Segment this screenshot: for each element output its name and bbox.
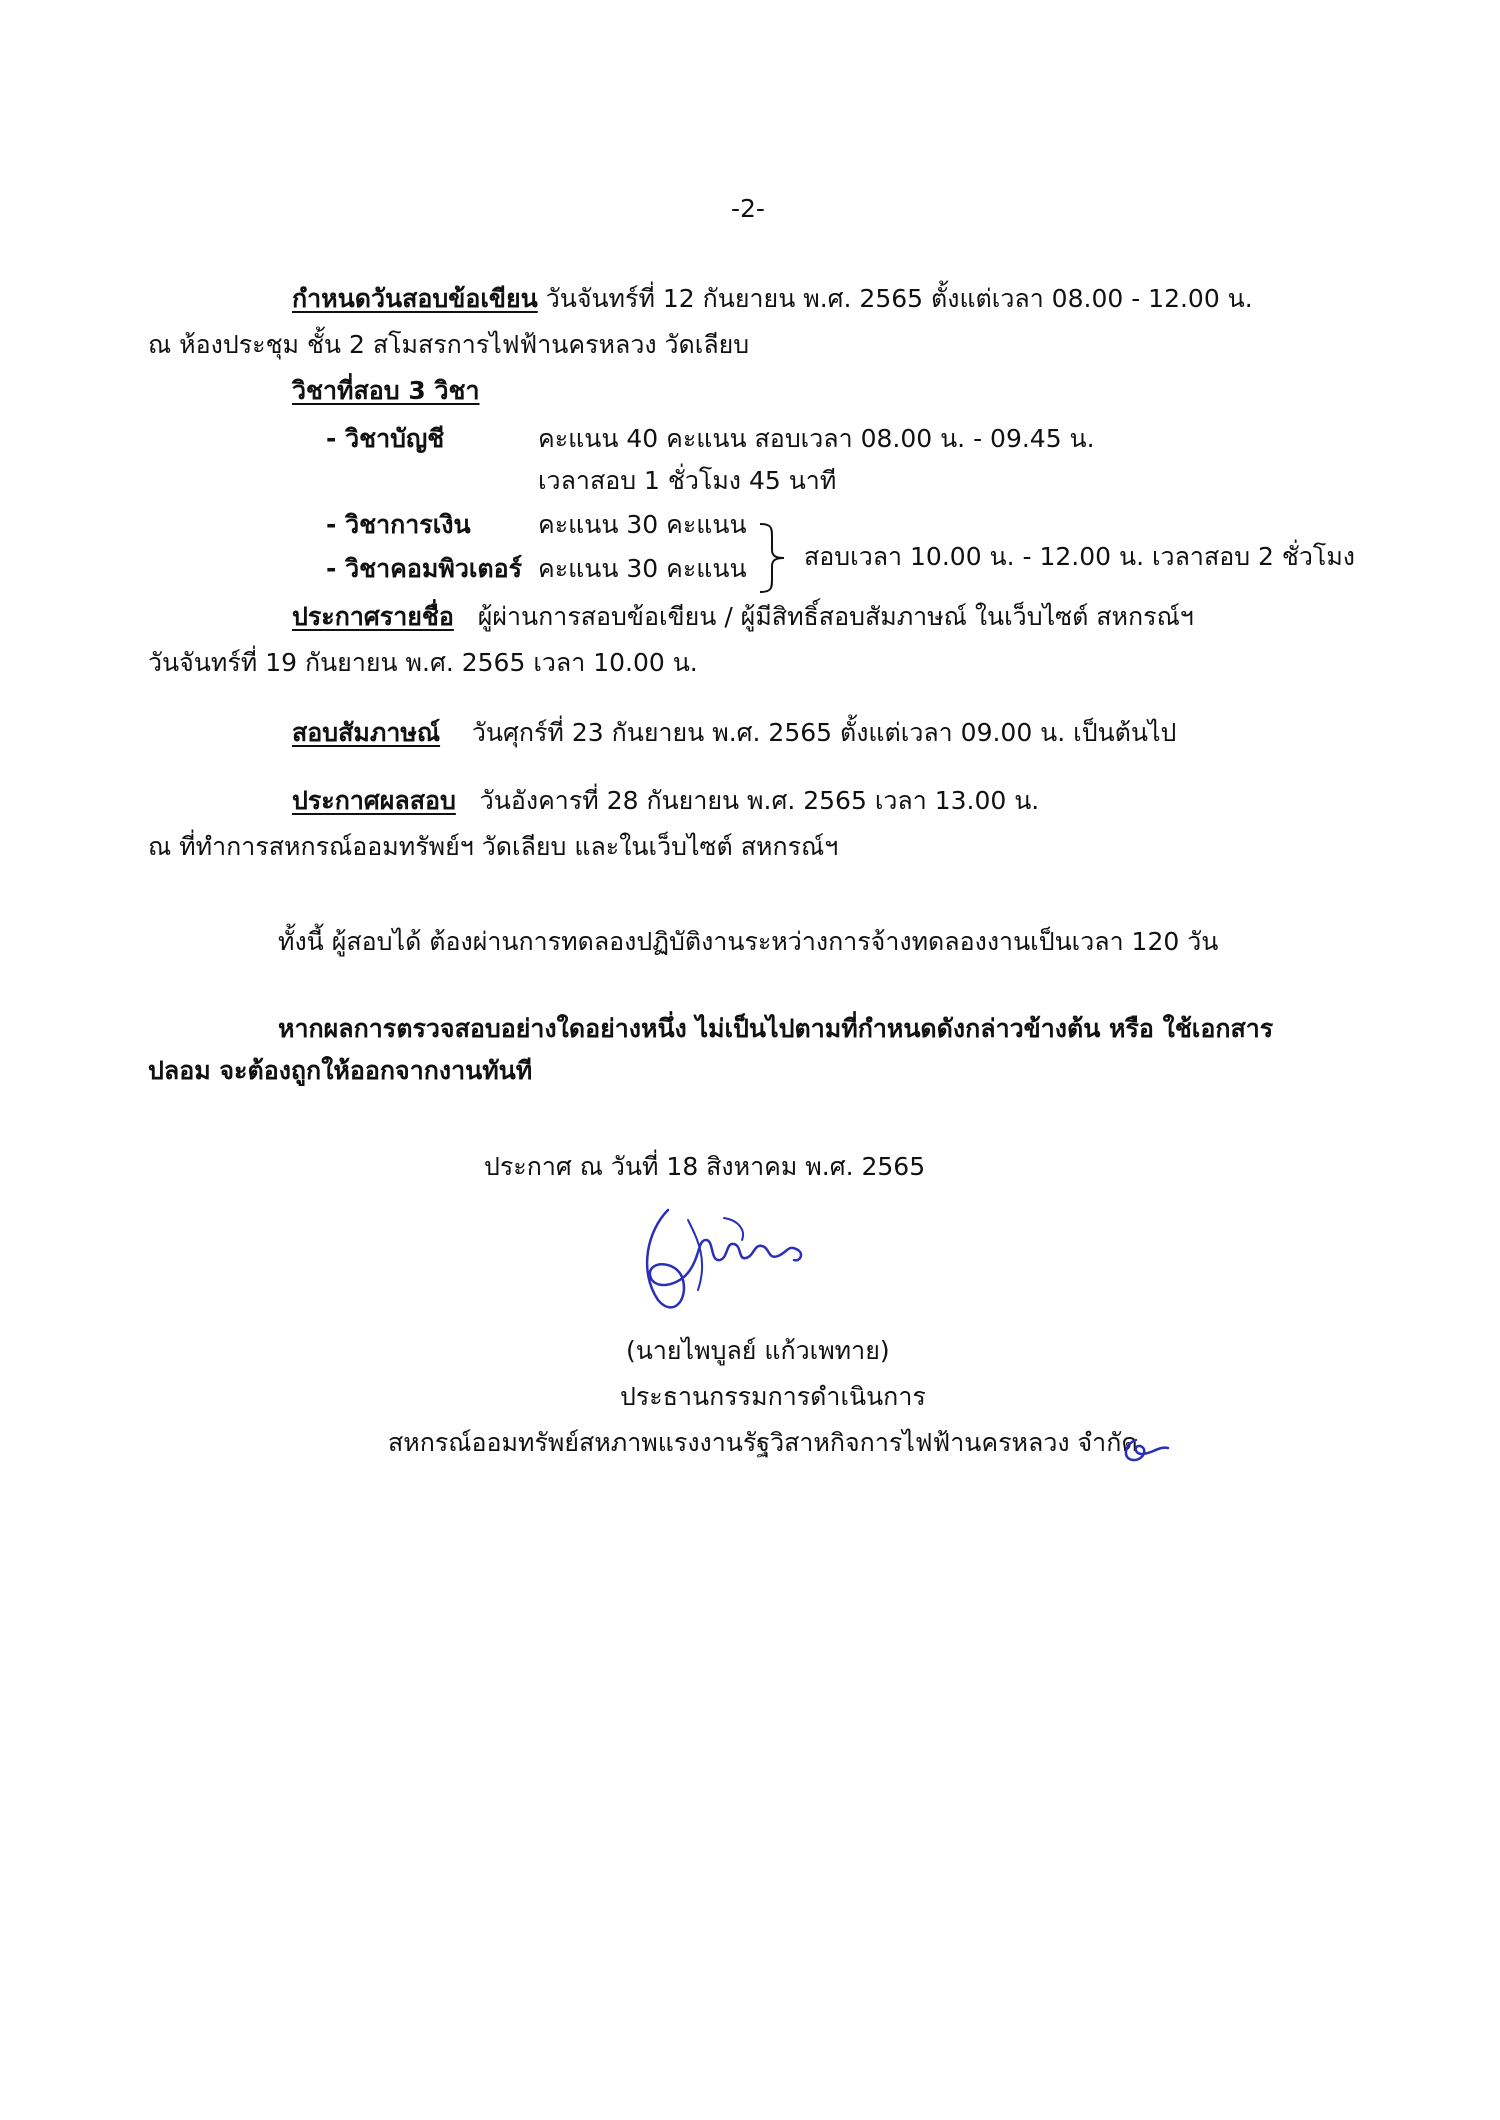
announce-names-text: ผู้ผ่านการสอบข้อเขียน / ผู้มีสิทธิ์สอบสัมภาษณ์ ในเว็บไซต์ สหกรณ์ฯ — [477, 602, 1194, 631]
results-location: ณ ที่ทำการสหกรณ์ออมทรัพย์ฯ วัดเลียบ และในเว็บไซต์ สหกรณ์ฯ — [148, 832, 839, 861]
announce-date: ประกาศ ณ วันที่ 18 สิงหาคม พ.ศ. 2565 — [484, 1152, 926, 1181]
signatory-organization: สหกรณ์ออมทรัพย์สหภาพแรงงานรัฐวิสาหกิจการไฟฟ้านครหลวง จำกัด — [388, 1428, 1138, 1457]
warning-line-2: ปลอม จะต้องถูกให้ออกจากงานทันที — [148, 1056, 533, 1085]
curly-brace-icon — [754, 520, 790, 596]
subject-computer-score: คะแนน 30 คะแนน — [538, 554, 747, 583]
results-text: วันอังคารที่ 28 กันยายน พ.ศ. 2565 เวลา 13.00 น. — [479, 786, 1040, 815]
announce-names-line — [292, 600, 1194, 634]
subject-finance-score: คะแนน 30 คะแนน — [538, 510, 747, 539]
initials-mark — [1118, 1430, 1174, 1470]
results-line — [292, 784, 1039, 818]
interview-line — [292, 716, 1176, 750]
subjects-shared-time: สอบเวลา 10.00 น. - 12.00 น. เวลาสอบ 2 ชั่วโมง — [804, 542, 1356, 571]
subjects-heading: วิชาที่สอบ 3 วิชา — [292, 376, 480, 405]
page-number: -2- — [731, 194, 765, 223]
written-exam-location: ณ ห้องประชุม ชั้น 2 สโมสรการไฟฟ้านครหลวง วัดเลียบ — [148, 330, 750, 359]
handwritten-signature — [628, 1200, 818, 1320]
written-exam-date-time: วันจันทร์ที่ 12 กันยายน พ.ศ. 2565 ตั้งแต่เวลา 08.00 - 12.00 น. — [545, 284, 1253, 313]
announce-names-heading: ประกาศรายชื่อ — [292, 602, 454, 631]
written-exam-line — [292, 282, 1253, 316]
subject-accounting-duration: เวลาสอบ 1 ชั่วโมง 45 นาที — [538, 466, 837, 495]
signatory-name: (นายไพบูลย์ แก้วเพทาย) — [626, 1336, 890, 1365]
probation-note: ทั้งนี้ ผู้สอบได้ ต้องผ่านการทดลองปฏิบัติงานระหว่างการจ้างทดลองงานเป็นเวลา 120 วัน — [278, 927, 1219, 956]
subject-finance-name: - วิชาการเงิน — [326, 510, 471, 539]
subject-accounting-name: - วิชาบัญชี — [326, 424, 445, 453]
signatory-position: ประธานกรรมการดำเนินการ — [620, 1382, 926, 1411]
interview-heading: สอบสัมภาษณ์ — [292, 718, 441, 747]
subject-accounting-score-time: คะแนน 40 คะแนน สอบเวลา 08.00 น. - 09.45 น. — [538, 424, 1095, 453]
results-heading: ประกาศผลสอบ — [292, 786, 456, 815]
warning-line-1: หากผลการตรวจสอบอย่างใดอย่างหนึ่ง ไม่เป็นไปตามที่กำหนดดังกล่าวข้างต้น หรือ ใช้เอกสาร — [278, 1014, 1274, 1043]
written-exam-heading: กำหนดวันสอบข้อเขียน — [292, 284, 538, 313]
subject-computer-name: - วิชาคอมพิวเตอร์ — [326, 554, 523, 583]
interview-text: วันศุกร์ที่ 23 กันยายน พ.ศ. 2565 ตั้งแต่เวลา 09.00 น. เป็นต้นไป — [471, 718, 1177, 747]
announce-names-date: วันจันทร์ที่ 19 กันยายน พ.ศ. 2565 เวลา 10.00 น. — [148, 648, 698, 677]
